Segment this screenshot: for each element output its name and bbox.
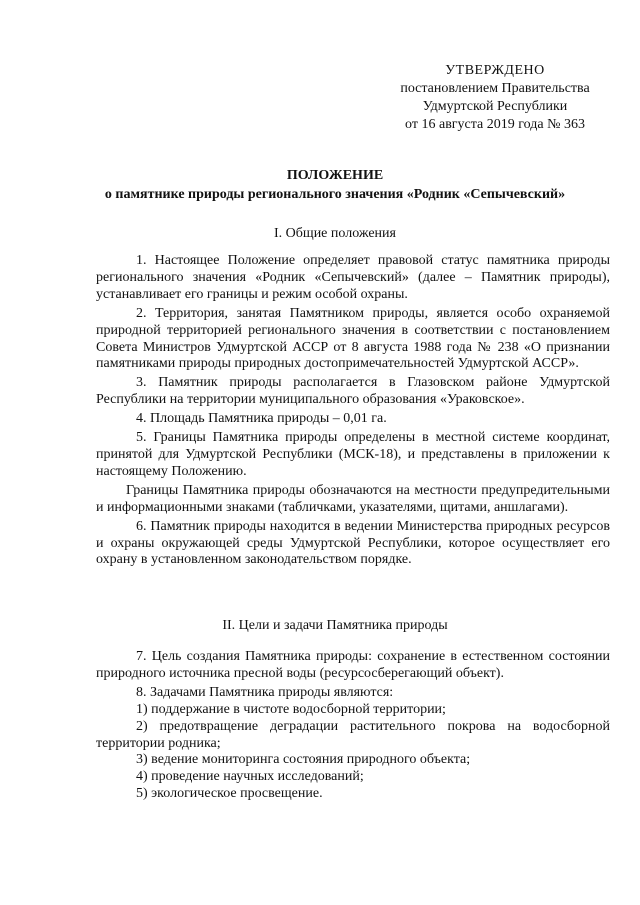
- paragraph: 5. Границы Памятника природы определены в местной системе координат, принятой для Удмуртской Республики (МСК-18), и представлены в приложении к настоящему Положению.: [96, 430, 610, 479]
- paragraph: 8. Задачами Памятника природы являются:: [136, 684, 394, 700]
- section-body-goals: [96, 649, 610, 803]
- paragraph: 2. Территория, занятая Памятником природы, является особо охраняемой природной территорией регионального значения в соответствии с постановлением Совета Министров Удмуртской АССР от 8 августа 1988 года № 238 «О признании памятниками природы природных достопримечательностей Удмуртской АССР».: [96, 305, 610, 372]
- list-item: 5) экологическое просвещение.: [136, 786, 323, 802]
- paragraph: 6. Памятник природы находится в ведении Министерства природных ресурсов и охраны окружающей среды Удмуртской Республики, которое осуществляет его охрану в установленном законодательством порядке.: [96, 518, 610, 568]
- list-item: 1) поддержание в чистоте водосборной территории;: [136, 701, 446, 717]
- list-item: 3) ведение мониторинга состояния природного объекта;: [136, 752, 471, 768]
- approval-line: Удмуртской Республики: [422, 99, 568, 114]
- section-heading-general: I. Общие положения: [274, 226, 396, 241]
- list-item: 4) проведение научных исследований;: [136, 769, 364, 785]
- list-item: 2) предотвращение деградации растительного покрова на водосборной территории родника;: [96, 718, 610, 751]
- document-title: [60, 166, 610, 204]
- document-title-main: ПОЛОЖЕНИЕ: [286, 168, 384, 183]
- approval-line: постановлением Правительства: [400, 81, 590, 96]
- paragraph: 3. Памятник природы располагается в Глазовском районе Удмуртской Республики на территории муниципального образования «Ураковское».: [96, 375, 610, 408]
- section-heading-goals: II. Цели и задачи Памятника природы: [222, 618, 448, 633]
- approval-heading: УТВЕРЖДЕНО: [445, 63, 545, 78]
- approval-stamp: [395, 62, 595, 134]
- paragraph: 7. Цель создания Памятника природы: сохранение в естественном состоянии природного источника пресной воды (ресурсосберегающий объект).: [96, 649, 610, 681]
- document-title-sub: о памятнике природы регионального значения «Родник «Сепычевский»: [104, 187, 566, 202]
- paragraph: 4. Площадь Памятника природы – 0,01 га.: [136, 411, 387, 427]
- approval-date: от 16 августа 2019 года № 363: [405, 117, 585, 132]
- section-body-general: [96, 253, 610, 571]
- paragraph: Границы Памятника природы обозначаются на местности предупредительными и информационными знаками (табличками, указателями, щитами, аншлагами).: [96, 482, 610, 515]
- paragraph: 1. Настоящее Положение определяет правовой статус памятника природы регионального значения «Родник «Сепычевский» (далее – Памятник природы), устанавливает его границы и режим особой охраны.: [96, 253, 610, 302]
